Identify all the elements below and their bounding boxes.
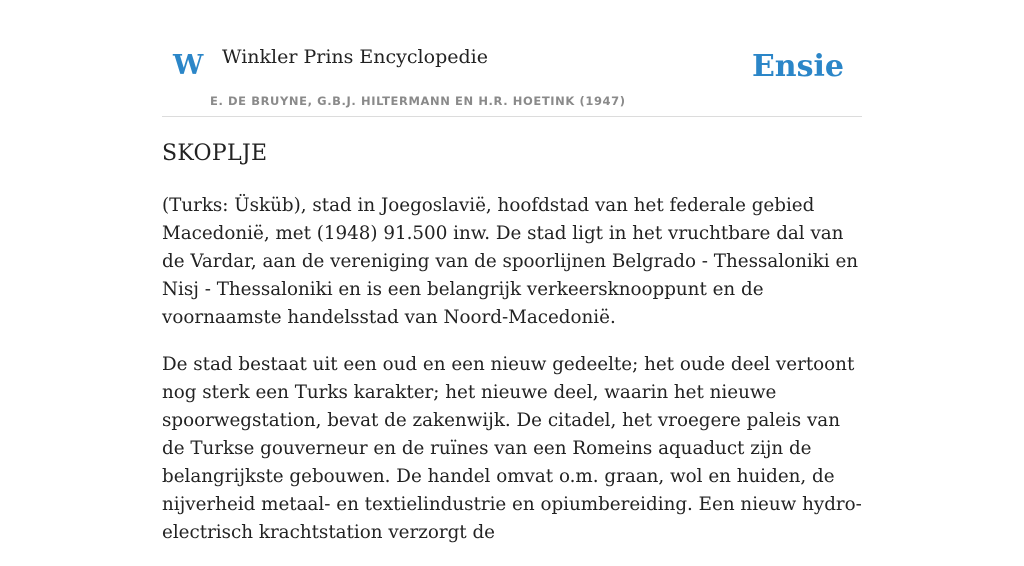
winkler-prins-logo-icon[interactable]: W [173, 50, 204, 81]
article-page [162, 0, 862, 543]
site-header [162, 0, 862, 117]
entry-body [162, 192, 862, 566]
book-authors: E. DE BRUYNE, G.B.J. HILTERMANN EN H.R. HOETINK (1947) [210, 94, 626, 108]
book-title[interactable]: Winkler Prins Encyclopedie [222, 46, 488, 68]
ensie-logo[interactable]: Ensie [751, 49, 844, 84]
entry-paragraph: (Turks: Üsküb), stad in Joegoslavië, hoofdstad van het federale gebied Macedonië, met (1948) 91.500 inw. De stad ligt in het vruchtbare dal van de Vardar, aan de vereniging van de spoorlijnen Belgrado - Thessaloniki en Nisj - Thessaloniki en is een belangrijk verkeersknooppunt en de voornaamste handelsstad van Noord-Macedonië. [162, 195, 859, 328]
entry-title: SKOPLJE [162, 141, 268, 166]
entry-paragraph: De stad bestaat uit een oud en een nieuw gedeelte; het oude deel vertoont nog sterk een Turks karakter; het nieuwe deel, waarin het nieuwe spoorwegstation, bevat de zakenwijk. De citadel, het vroegere paleis van de Turkse gouverneur en de ruïnes van een Romeins aquaduct zijn de belangrijkste gebouwen. De handel omvat o.m. graan, wol en huiden, de nijverheid metaal- en textielindustrie en opiumbereiding. Een nieuw hydro-electrisch krachtstation verzorgt de [162, 354, 862, 543]
